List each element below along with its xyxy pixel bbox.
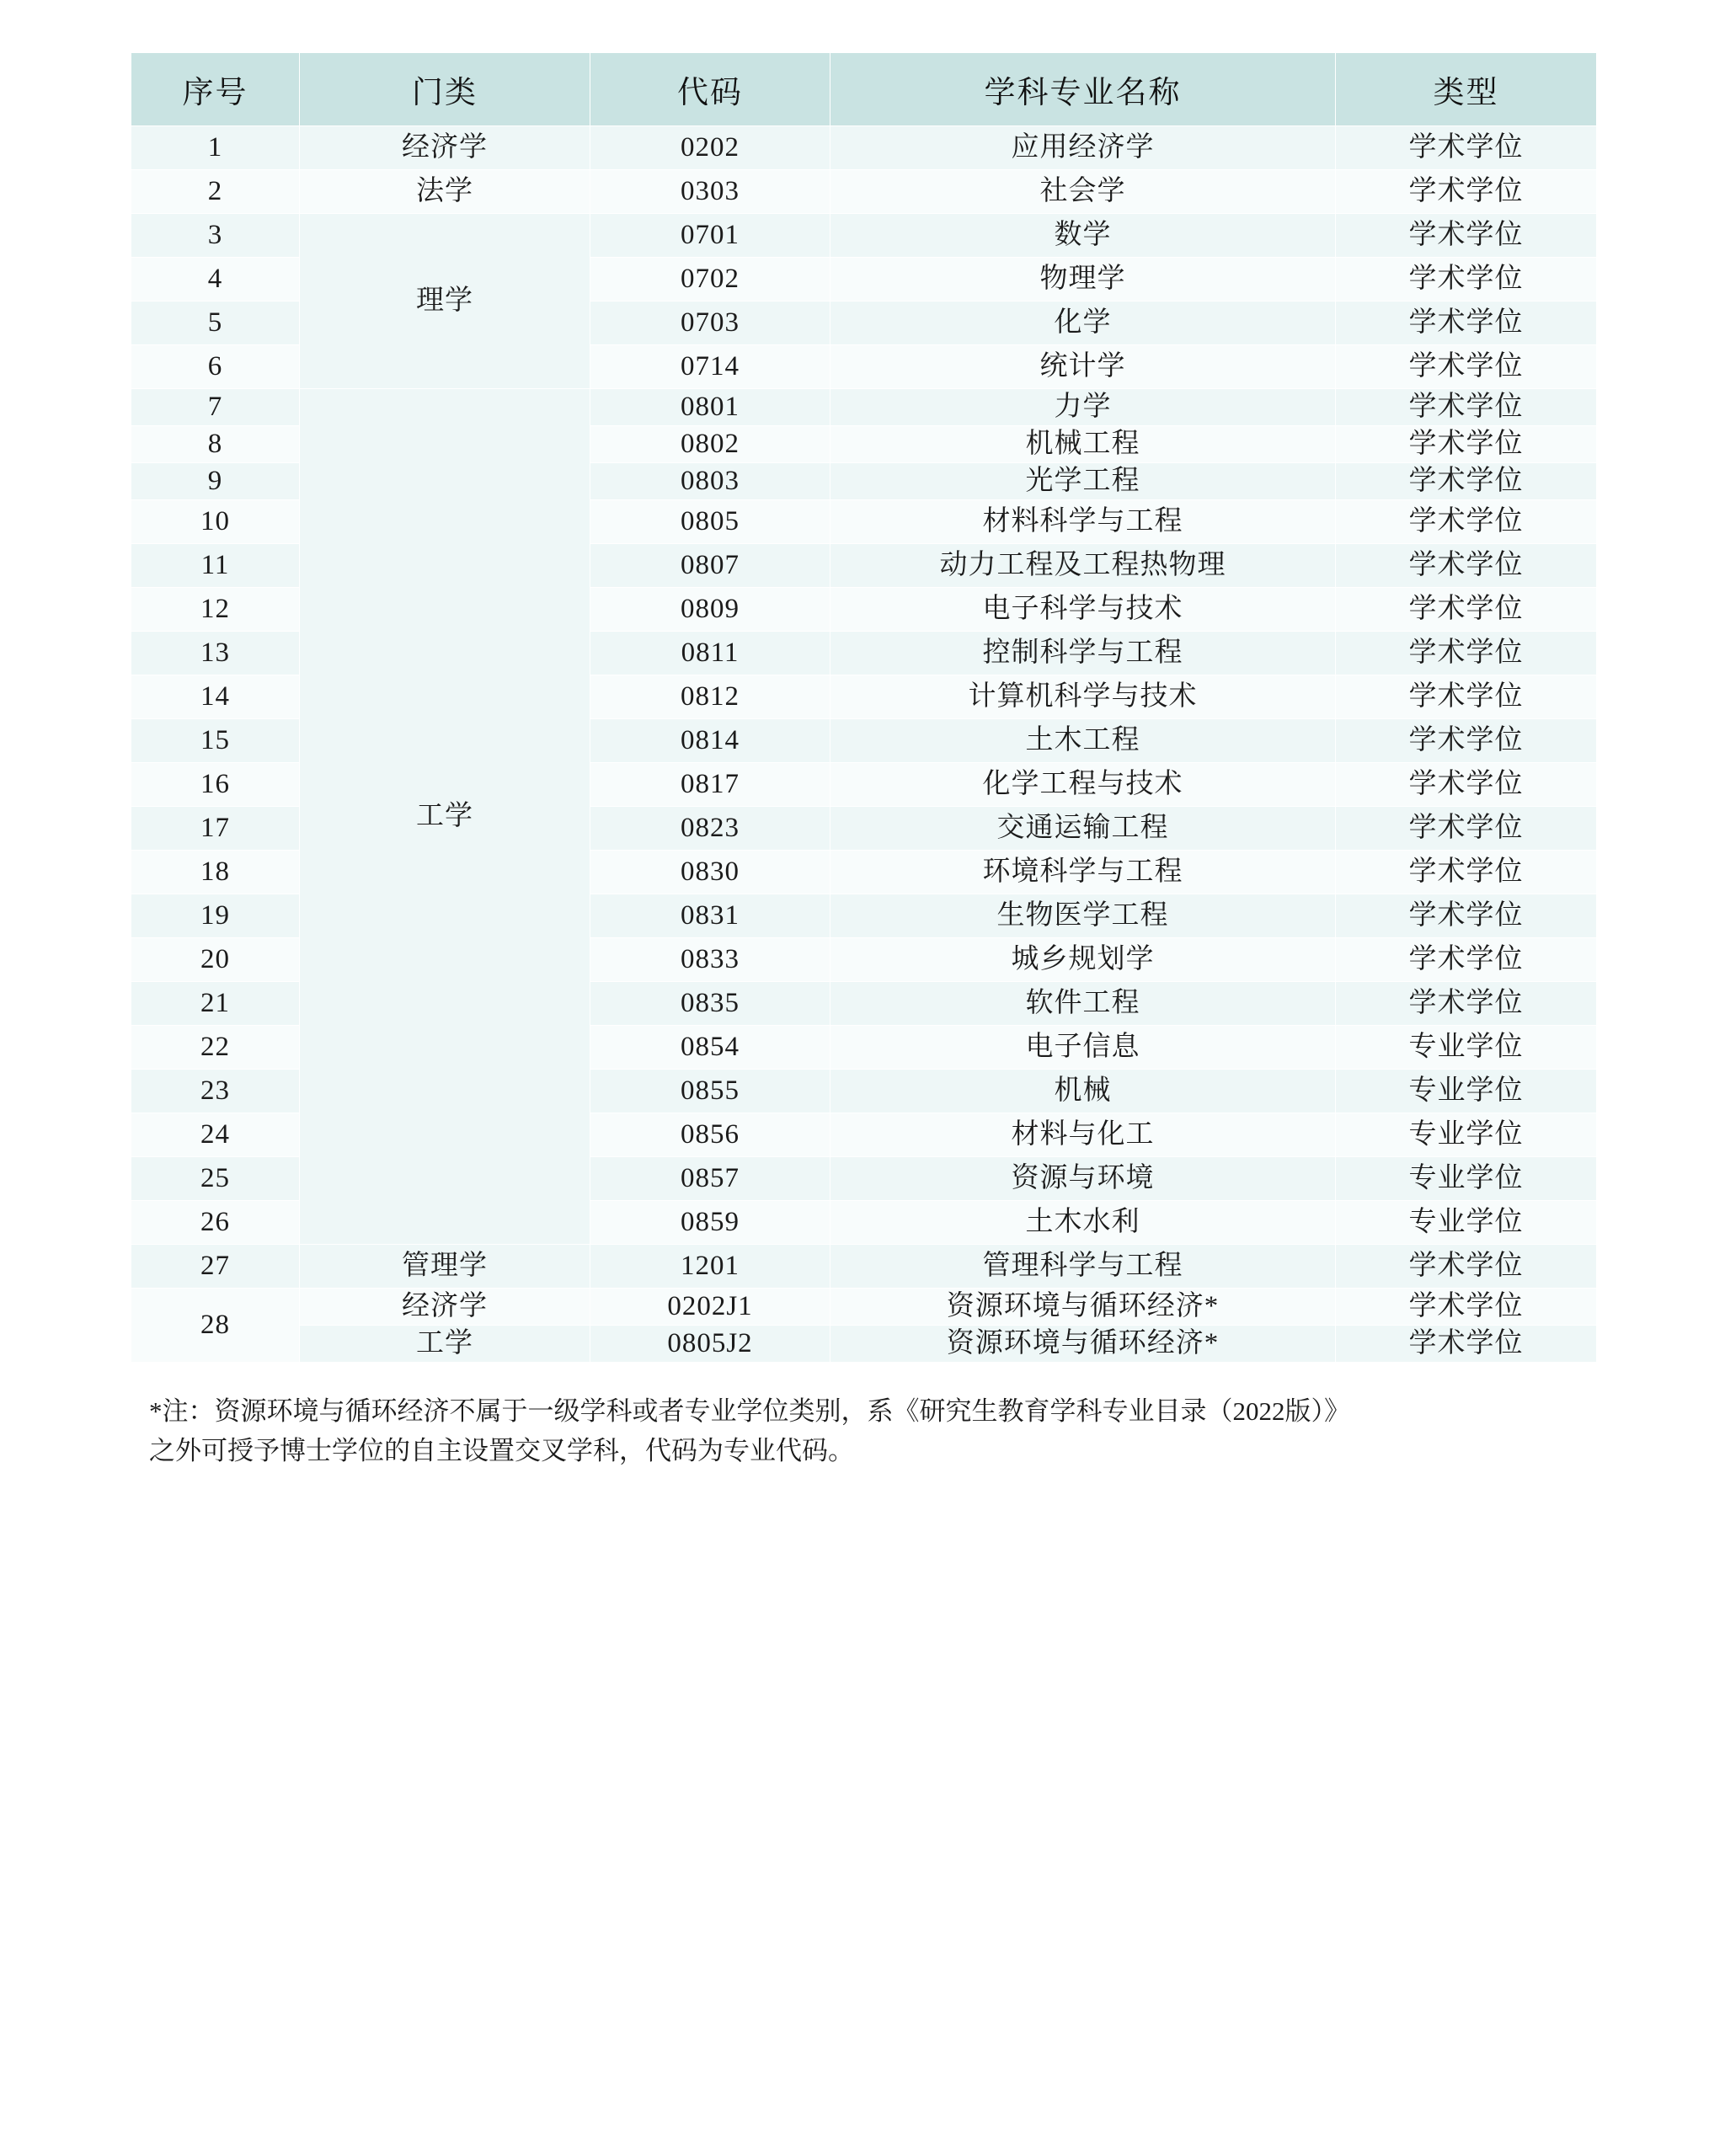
cell-type: 学术学位 — [1336, 894, 1597, 938]
cell-type: 专业学位 — [1336, 1157, 1597, 1201]
table-row — [131, 1326, 1597, 1363]
cell-code: 0303 — [590, 170, 830, 214]
cell-no: 26 — [131, 1201, 300, 1245]
cell-code: 0856 — [590, 1113, 830, 1157]
cell-type: 专业学位 — [1336, 1113, 1597, 1157]
cell-type: 学术学位 — [1336, 938, 1597, 982]
cell-name: 土木工程 — [830, 719, 1336, 763]
cell-code: 0854 — [590, 1026, 830, 1070]
cell-code: 1201 — [590, 1245, 830, 1289]
cell-code: 0801 — [590, 389, 830, 426]
cell-no: 23 — [131, 1070, 300, 1113]
cell-no: 19 — [131, 894, 300, 938]
cell-no: 7 — [131, 389, 300, 426]
cell-code: 0702 — [590, 258, 830, 302]
cell-code: 0814 — [590, 719, 830, 763]
cell-code: 0833 — [590, 938, 830, 982]
table-row — [131, 214, 1597, 258]
cell-type: 学术学位 — [1336, 588, 1597, 632]
cell-code: 0812 — [590, 675, 830, 719]
column-header-name: 学科专业名称 — [830, 53, 1336, 126]
cell-no: 14 — [131, 675, 300, 719]
cell-name: 动力工程及工程热物理 — [830, 544, 1336, 588]
cell-type: 专业学位 — [1336, 1026, 1597, 1070]
cell-type: 学术学位 — [1336, 632, 1597, 675]
cell-category: 经济学 — [300, 1289, 590, 1326]
cell-name: 机械工程 — [830, 426, 1336, 463]
cell-code: 0714 — [590, 345, 830, 389]
cell-name: 交通运输工程 — [830, 807, 1336, 851]
cell-name: 软件工程 — [830, 982, 1336, 1026]
cell-no: 24 — [131, 1113, 300, 1157]
cell-no: 8 — [131, 426, 300, 463]
cell-type: 学术学位 — [1336, 675, 1597, 719]
cell-code: 0859 — [590, 1201, 830, 1245]
cell-no: 4 — [131, 258, 300, 302]
footnote — [131, 1391, 1596, 1470]
cell-type: 学术学位 — [1336, 389, 1597, 426]
cell-no: 16 — [131, 763, 300, 807]
cell-type: 学术学位 — [1336, 126, 1597, 170]
cell-no: 5 — [131, 302, 300, 345]
cell-no: 21 — [131, 982, 300, 1026]
cell-type: 学术学位 — [1336, 170, 1597, 214]
cell-code: 0703 — [590, 302, 830, 345]
cell-code: 0835 — [590, 982, 830, 1026]
column-header-category: 门类 — [300, 53, 590, 126]
cell-type: 专业学位 — [1336, 1070, 1597, 1113]
column-header-code: 代码 — [590, 53, 830, 126]
cell-name: 计算机科学与技术 — [830, 675, 1336, 719]
column-header-type: 类型 — [1336, 53, 1597, 126]
cell-code: 0811 — [590, 632, 830, 675]
cell-name: 材料与化工 — [830, 1113, 1336, 1157]
cell-code: 0830 — [590, 851, 830, 894]
cell-name: 生物医学工程 — [830, 894, 1336, 938]
cell-category: 法学 — [300, 170, 590, 214]
table-row — [131, 170, 1597, 214]
cell-code: 0803 — [590, 463, 830, 500]
cell-code: 0802 — [590, 426, 830, 463]
cell-type: 学术学位 — [1336, 1245, 1597, 1289]
cell-no: 10 — [131, 500, 300, 544]
cell-type: 学术学位 — [1336, 500, 1597, 544]
cell-type: 学术学位 — [1336, 807, 1597, 851]
discipline-major-table — [131, 52, 1597, 1363]
cell-name: 统计学 — [830, 345, 1336, 389]
cell-no: 11 — [131, 544, 300, 588]
cell-no: 9 — [131, 463, 300, 500]
cell-name: 材料科学与工程 — [830, 500, 1336, 544]
header-row — [131, 53, 1597, 126]
cell-code: 0831 — [590, 894, 830, 938]
cell-type: 学术学位 — [1336, 851, 1597, 894]
cell-no: 20 — [131, 938, 300, 982]
cell-type: 学术学位 — [1336, 1326, 1597, 1363]
cell-category: 经济学 — [300, 126, 590, 170]
cell-type: 学术学位 — [1336, 982, 1597, 1026]
cell-name: 社会学 — [830, 170, 1336, 214]
cell-code: 0807 — [590, 544, 830, 588]
cell-no: 27 — [131, 1245, 300, 1289]
cell-name: 控制科学与工程 — [830, 632, 1336, 675]
cell-code: 0202J1 — [590, 1289, 830, 1326]
cell-type: 学术学位 — [1336, 426, 1597, 463]
cell-type: 学术学位 — [1336, 544, 1597, 588]
cell-name: 环境科学与工程 — [830, 851, 1336, 894]
cell-no: 3 — [131, 214, 300, 258]
cell-name: 光学工程 — [830, 463, 1336, 500]
cell-no: 2 — [131, 170, 300, 214]
cell-type: 专业学位 — [1336, 1201, 1597, 1245]
cell-no: 25 — [131, 1157, 300, 1201]
column-header-no: 序号 — [131, 53, 300, 126]
cell-name: 资源环境与循环经济* — [830, 1289, 1336, 1326]
cell-code: 0857 — [590, 1157, 830, 1201]
cell-category: 管理学 — [300, 1245, 590, 1289]
cell-name: 应用经济学 — [830, 126, 1336, 170]
cell-code: 0202 — [590, 126, 830, 170]
cell-no: 18 — [131, 851, 300, 894]
cell-name: 物理学 — [830, 258, 1336, 302]
footnote-line-1: *注：资源环境与循环经济不属于一级学科或者专业学位类别，系《研究生教育学科专业目录（2022版）》 — [149, 1396, 1350, 1426]
cell-name: 化学工程与技术 — [830, 763, 1336, 807]
cell-no: 6 — [131, 345, 300, 389]
cell-category: 工学 — [300, 1326, 590, 1363]
cell-code: 0809 — [590, 588, 830, 632]
cell-no: 15 — [131, 719, 300, 763]
cell-name: 数学 — [830, 214, 1336, 258]
footnote-line-2: 之外可授予博士学位的自主设置交叉学科，代码为专业代码。 — [149, 1436, 854, 1466]
cell-name: 电子信息 — [830, 1026, 1336, 1070]
cell-name: 机械 — [830, 1070, 1336, 1113]
cell-category: 理学 — [300, 214, 590, 389]
cell-type: 学术学位 — [1336, 463, 1597, 500]
cell-type: 学术学位 — [1336, 258, 1597, 302]
table-row — [131, 1245, 1597, 1289]
cell-type: 学术学位 — [1336, 345, 1597, 389]
table-row — [131, 1289, 1597, 1326]
cell-type: 学术学位 — [1336, 1289, 1597, 1326]
cell-code: 0805 — [590, 500, 830, 544]
cell-code: 0855 — [590, 1070, 830, 1113]
table-row — [131, 389, 1597, 426]
cell-name: 土木水利 — [830, 1201, 1336, 1245]
table-row — [131, 126, 1597, 170]
cell-code: 0823 — [590, 807, 830, 851]
cell-type: 学术学位 — [1336, 302, 1597, 345]
cell-code: 0805J2 — [590, 1326, 830, 1363]
cell-name: 城乡规划学 — [830, 938, 1336, 982]
cell-no: 28 — [131, 1289, 300, 1363]
cell-no: 13 — [131, 632, 300, 675]
cell-name: 力学 — [830, 389, 1336, 426]
table-body — [131, 126, 1597, 1363]
cell-no: 1 — [131, 126, 300, 170]
cell-code: 0817 — [590, 763, 830, 807]
cell-name: 资源与环境 — [830, 1157, 1336, 1201]
table-header — [131, 53, 1597, 126]
cell-type: 学术学位 — [1336, 719, 1597, 763]
cell-type: 学术学位 — [1336, 214, 1597, 258]
cell-category: 工学 — [300, 389, 590, 1245]
cell-no: 12 — [131, 588, 300, 632]
cell-no: 17 — [131, 807, 300, 851]
cell-name: 管理科学与工程 — [830, 1245, 1336, 1289]
cell-name: 化学 — [830, 302, 1336, 345]
cell-type: 学术学位 — [1336, 763, 1597, 807]
cell-name: 资源环境与循环经济* — [830, 1326, 1336, 1363]
cell-no: 22 — [131, 1026, 300, 1070]
cell-code: 0701 — [590, 214, 830, 258]
cell-name: 电子科学与技术 — [830, 588, 1336, 632]
